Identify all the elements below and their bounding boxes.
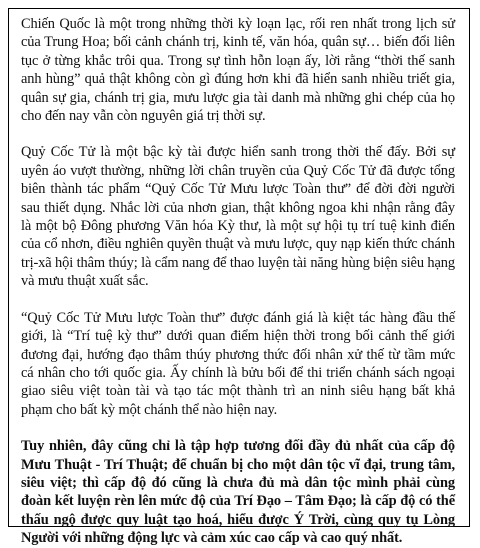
text-box (8, 8, 470, 547)
paragraph-quy-coc-tu: Quỷ Cốc Tử là một bậc kỳ tài được hiển sanh trong thời thế đấy. Bởi sự uyên áo vượt thường, những lời chân truyền của Quỷ Cốc Tử đã được tổng biên thành tác phẩm “Quỷ Cốc Tử Mưu lược Toàn thư” để đời đời người sau thiết dụng. Nhắc lời của nhơn gian, thật không ngoa khi nhận rằng đây là một bộ Đông phương Văn hóa Kỳ thư, là một sự hội tụ trí tuệ kinh điển của cổ nhơn, điều nghiên quyền thuật và mưu lược, quy nạp kiến thức chánh trị-xã hội thâm thúy; là cẩm nang để thao luyện tài năng hùng biện siêu hạng và mưu thuật xuất sắc. (21, 144, 455, 290)
paragraph-muu-luoc-toan-thu: “Quỷ Cốc Tử Mưu lược Toàn thư” được đánh giá là kiệt tác hàng đầu thế giới, là “Trí tuệ kỳ thư” dưới quan điểm hiện thời trong bối cảnh thế giới đương đại, hướng đạo thâm thúy phương thức đối nhân xử thế từ tầm mức cá nhân cho tới quốc gia. Ấy chính là bửu bối để thi triển chánh sách ngoại giao siêu việt toàn tài và tạo tác một thành trì an ninh siêu hạng bất khả phạm cho bất kỳ một chánh thể nào hiện nay. (21, 309, 455, 418)
paragraph-tri-dao-tam-dao: Tuy nhiên, đây cũng chỉ là tập hợp tương đối đầy đủ nhất của cấp độ Mưu Thuật - Trí Thuật; để chuẩn bị cho một dân tộc vĩ đại, trung tâm, siêu việt; thì cấp độ đó cũng là chưa đủ mà dân tộc mình phải cùng đoàn kết luyện rèn lên mức độ của Trí Đạo – Tâm Đạo; là cấp độ có thể thấu ngộ được quy luật tạo hoá, hiểu được Ý Trời, cùng quy tụ Lòng Người với những động lực và cảm xúc cao cấp và cao quý nhất. (21, 438, 455, 547)
paragraph-chien-quoc: Chiến Quốc là một trong những thời kỳ loạn lạc, rối ren nhất trong lịch sử của Trung Hoa; bối cảnh chánh trị, kinh tế, văn hóa, quân sự… biến đổi liên tục ở từng khắc trôi qua. Trong sự tình hỗn loạn ấy, lời rằng “thời thế sanh anh hùng” quả thật không còn gì đúng hơn khi đã hiển sanh nhiều triết gia, quân sự gia, chánh trị gia, mưu lược gia tài danh mà những ghi chép của họ cho đến nay vẫn còn nguyên giá trị thời sự. (21, 16, 455, 125)
